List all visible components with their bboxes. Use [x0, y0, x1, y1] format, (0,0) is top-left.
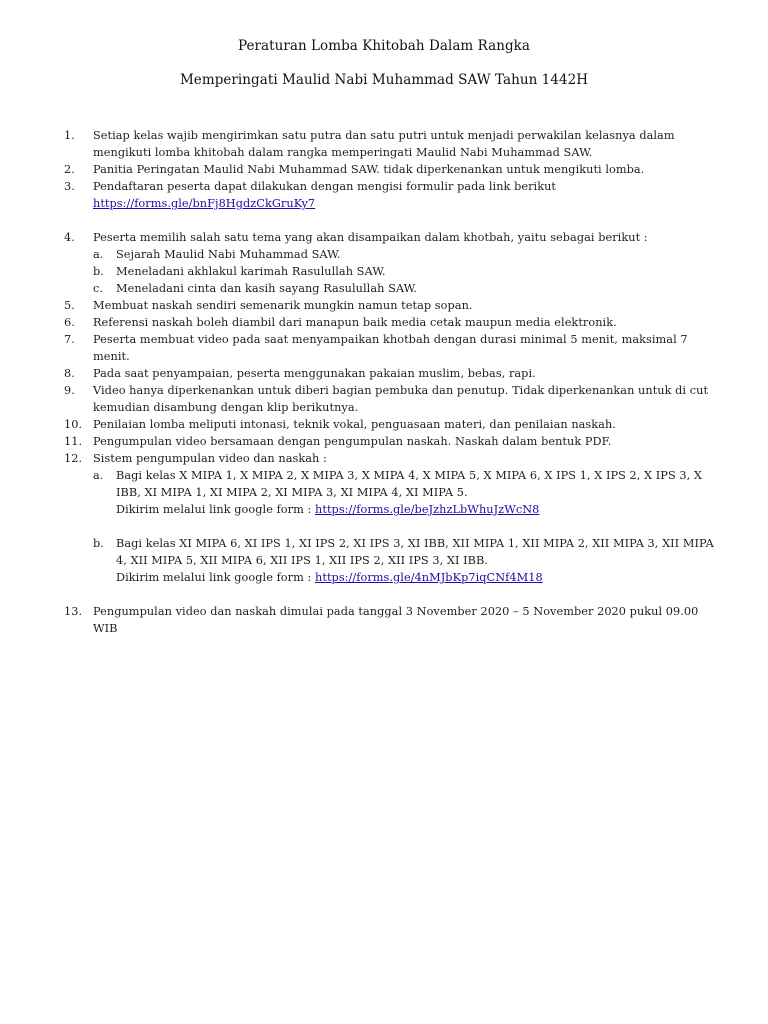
rule-text: Pada saat penyampaian, peserta menggunakan pakaian muslim, bebas, rapi. — [93, 367, 536, 380]
rule-item-1 — [64, 127, 724, 161]
sub-item-text: Meneladani akhlakul karimah Rasulullah SAW. — [116, 265, 386, 278]
sub-item-text: Bagi kelas XI MIPA 6, XI IPS 1, XI IPS 2, XI IPS 3, XI IBB, XII MIPA 1, XII MIPA 2, XII MIPA 3, XII MIPA 4, XII MIPA 5, XII MIPA 6, XII IPS 1, XII IPS 2, XII IPS 3, XI IBB. — [116, 537, 714, 567]
rule-text: Penilaian lomba meliputi intonasi, teknik vokal, penguasaan materi, dan penilaian naskah. — [93, 418, 616, 431]
rule-number: 9. — [64, 384, 75, 397]
rule-item-3 — [64, 178, 724, 212]
rule-number: 3. — [64, 180, 75, 193]
rule-item-4 — [64, 229, 724, 297]
rule-text: Pengumpulan video bersamaan dengan pengumpulan naskah. Naskah dalam bentuk PDF. — [93, 435, 612, 448]
sub-item-letter: a. — [93, 248, 104, 261]
rule-text: Panitia Peringatan Maulid Nabi Muhammad SAW. tidak diperkenankan untuk mengikuti lomba. — [93, 163, 645, 176]
rule-text: Sistem pengumpulan video dan naskah : — [93, 452, 327, 465]
submission-link-label: Dikirim melalui link google form : — [116, 571, 312, 584]
submission-sublist — [93, 467, 724, 586]
rule-text: Referensi naskah boleh diambil dari manapun baik media cetak maupun media elektronik. — [93, 316, 617, 329]
rule-item-11 — [64, 433, 724, 450]
rule-item-12 — [64, 450, 724, 586]
rule-text: Peserta membuat video pada saat menyampaikan khotbah dengan durasi minimal 5 menit, maksimal 7 menit. — [93, 333, 688, 363]
rule-item-7 — [64, 331, 724, 365]
rule-item-10 — [64, 416, 724, 433]
theme-sublist — [93, 246, 724, 297]
rule-number: 12. — [64, 452, 83, 465]
rule-number: 1. — [64, 129, 75, 142]
sub-item-letter: b. — [93, 265, 104, 278]
rule-text: Pengumpulan video dan naskah dimulai pada tanggal 3 November 2020 – 5 November 2020 pukul 09.00 WIB — [93, 605, 699, 635]
sub-item-letter: b. — [93, 537, 104, 550]
submission-form-link-a[interactable]: https://forms.gle/beJzhzLbWhuJzWcN8 — [315, 503, 540, 516]
rules-list — [64, 127, 724, 637]
rule-item-2 — [64, 161, 724, 178]
rule-number: 2. — [64, 163, 75, 176]
theme-item-a — [93, 246, 724, 263]
rule-item-6 — [64, 314, 724, 331]
submission-item-a — [93, 467, 724, 518]
rule-item-9 — [64, 382, 724, 416]
document-title-line-2: Memperingati Maulid Nabi Muhammad SAW Tahun 1442H — [179, 72, 589, 88]
sub-item-letter: a. — [93, 469, 104, 482]
sub-item-text: Bagi kelas X MIPA 1, X MIPA 2, X MIPA 3, X MIPA 4, X MIPA 5, X MIPA 6, X IPS 1, X IPS 2, X IPS 3, X IBB, XI MIPA 1, XI MIPA 2, XI MIPA 3, XI MIPA 4, XI MIPA 5. — [116, 469, 702, 499]
rule-text: Pendaftaran peserta dapat dilakukan dengan mengisi formulir pada link berikut — [93, 180, 557, 193]
rule-number: 6. — [64, 316, 75, 329]
theme-item-b — [93, 263, 724, 280]
rule-number: 7. — [64, 333, 75, 346]
rule-item-8 — [64, 365, 724, 382]
rule-number: 4. — [64, 231, 75, 244]
sub-item-text: Sejarah Maulid Nabi Muhammad SAW. — [116, 248, 341, 261]
theme-item-c — [93, 280, 724, 297]
rule-number: 13. — [64, 605, 83, 618]
rule-item-5 — [64, 297, 724, 314]
rule-number: 8. — [64, 367, 75, 380]
rule-number: 5. — [64, 299, 75, 312]
rule-text: Setiap kelas wajib mengirimkan satu putra dan satu putri untuk menjadi perwakilan kelasnya dalam mengikuti lomba khitobah dalam rangka memperingati Maulid Nabi Muhammad SAW. — [93, 129, 675, 159]
sub-item-text: Meneladani cinta dan kasih sayang Rasulullah SAW. — [116, 282, 417, 295]
rule-number: 11. — [64, 435, 83, 448]
rule-text: Video hanya diperkenankan untuk diberi bagian pembuka dan penutup. Tidak diperkenankan untuk di cut kemudian disambung dengan klip berikutnya. — [93, 384, 709, 414]
submission-item-b — [93, 535, 724, 586]
submission-link-label: Dikirim melalui link google form : — [116, 503, 312, 516]
rule-text: Membuat naskah sendiri semenarik mungkin namun tetap sopan. — [93, 299, 473, 312]
sub-item-letter: c. — [93, 282, 104, 295]
rule-text: Peserta memilih salah satu tema yang akan disampaikan dalam khotbah, yaitu sebagai berikut : — [93, 231, 648, 244]
rule-item-13 — [64, 603, 724, 637]
rule-number: 10. — [64, 418, 83, 431]
submission-form-link-b[interactable]: https://forms.gle/4nMJbKp7iqCNf4M18 — [315, 571, 543, 584]
registration-form-link[interactable]: https://forms.gle/bnFj8HgdzCkGruKy7 — [93, 197, 316, 210]
document-title-line-1: Peraturan Lomba Khitobah Dalam Rangka — [237, 38, 531, 54]
